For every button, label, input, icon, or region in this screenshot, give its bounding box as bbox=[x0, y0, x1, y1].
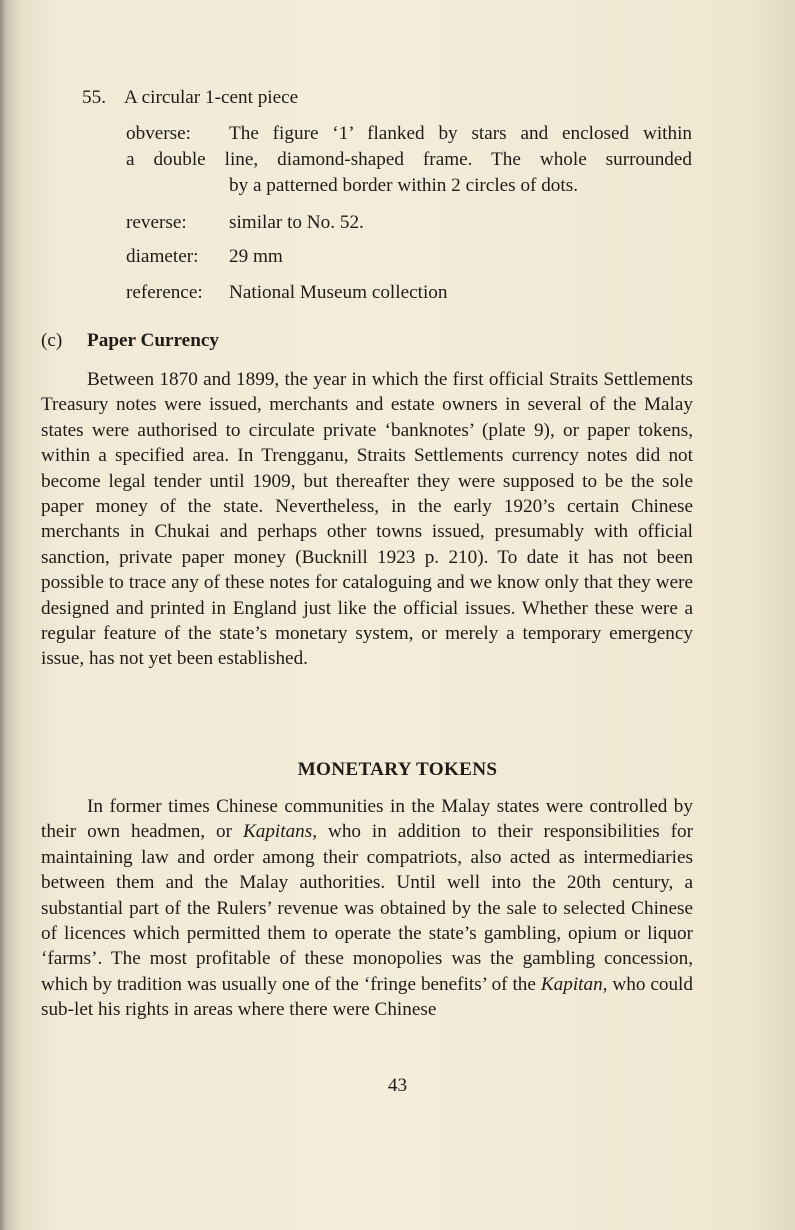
kapitan-term: Kapitan, bbox=[540, 973, 608, 995]
section-heading bbox=[41, 328, 219, 354]
page-number: 43 bbox=[387, 1075, 408, 1096]
monetary-tokens-paragraph bbox=[41, 794, 693, 1023]
diameter-label: diameter: bbox=[126, 246, 199, 267]
reference-label: reference: bbox=[126, 282, 203, 303]
section-title: Paper Currency bbox=[87, 330, 219, 351]
item-number: 55. bbox=[82, 87, 106, 108]
kapitans-term: Kapitans, bbox=[242, 821, 318, 843]
obverse-line-2: a double line, diamond-shaped frame. The whole surrounded bbox=[126, 149, 692, 170]
paragraph-text-3: who could sub-let his rights in areas where there were Chinese bbox=[41, 973, 693, 1021]
reverse-value: similar to No. 52. bbox=[229, 212, 364, 233]
reverse-label: reverse: bbox=[126, 212, 187, 233]
item-title: A circular 1-cent piece bbox=[124, 87, 299, 108]
catalogue-item-heading bbox=[82, 85, 298, 111]
obverse-line-1: The figure ‘1’ flanked by stars and enclosed within bbox=[229, 123, 692, 144]
obverse-label: obverse: bbox=[126, 123, 192, 144]
obverse-line-3: by a patterned border within 2 circles of dots. bbox=[229, 175, 579, 196]
reference-value: National Museum collection bbox=[229, 282, 448, 303]
diameter-value: 29 mm bbox=[229, 246, 283, 267]
paragraph-text-2: who in addition to their responsibilities for maintaining law and order among their compatriots, also acted as intermediaries between them and the Malay authorities. Until well into the 20th century, a substantial part of the Rulers’ revenue was obtained by the sale to selected Chinese of licences which permitted them to operate the state’s gambling, opium or liquor ‘farms’. The most profitable of these monopolies was the gambling concession, which by tradition was usually one of the ‘fringe benefits’ of the bbox=[41, 821, 693, 995]
paper-currency-paragraph: Between 1870 and 1899, the year in which the first official Straits Settlements Treasury notes were issued, merchants and estate owners in several of the Malay states were authorised to circulate private ‘banknotes’ (plate 9), or paper tokens, within a specified area. In Trengganu, Straits Settlements currency notes did not become legal tender until 1909, but thereafter they were supposed to be the sole paper money of the state. Nevertheless, in the early 1920’s certain Chinese merchants in Chukai and perhaps other towns issued, presumably with official sanction, private paper money (Bucknill 1923 p. 210). To date it has not been possible to trace any of these notes for cataloguing and we know only that they were designed and printed in England just like the official issues. Whether these were a regular feature of the state’s monetary system, or merely a temporary emergency issue, has not yet been established. bbox=[41, 369, 693, 670]
monetary-tokens-heading: MONETARY TOKENS bbox=[297, 759, 498, 780]
paragraph-text-1: In former times Chinese communities in the Malay states were controlled by their own headmen, or bbox=[41, 796, 693, 843]
section-letter: (c) bbox=[41, 330, 63, 351]
